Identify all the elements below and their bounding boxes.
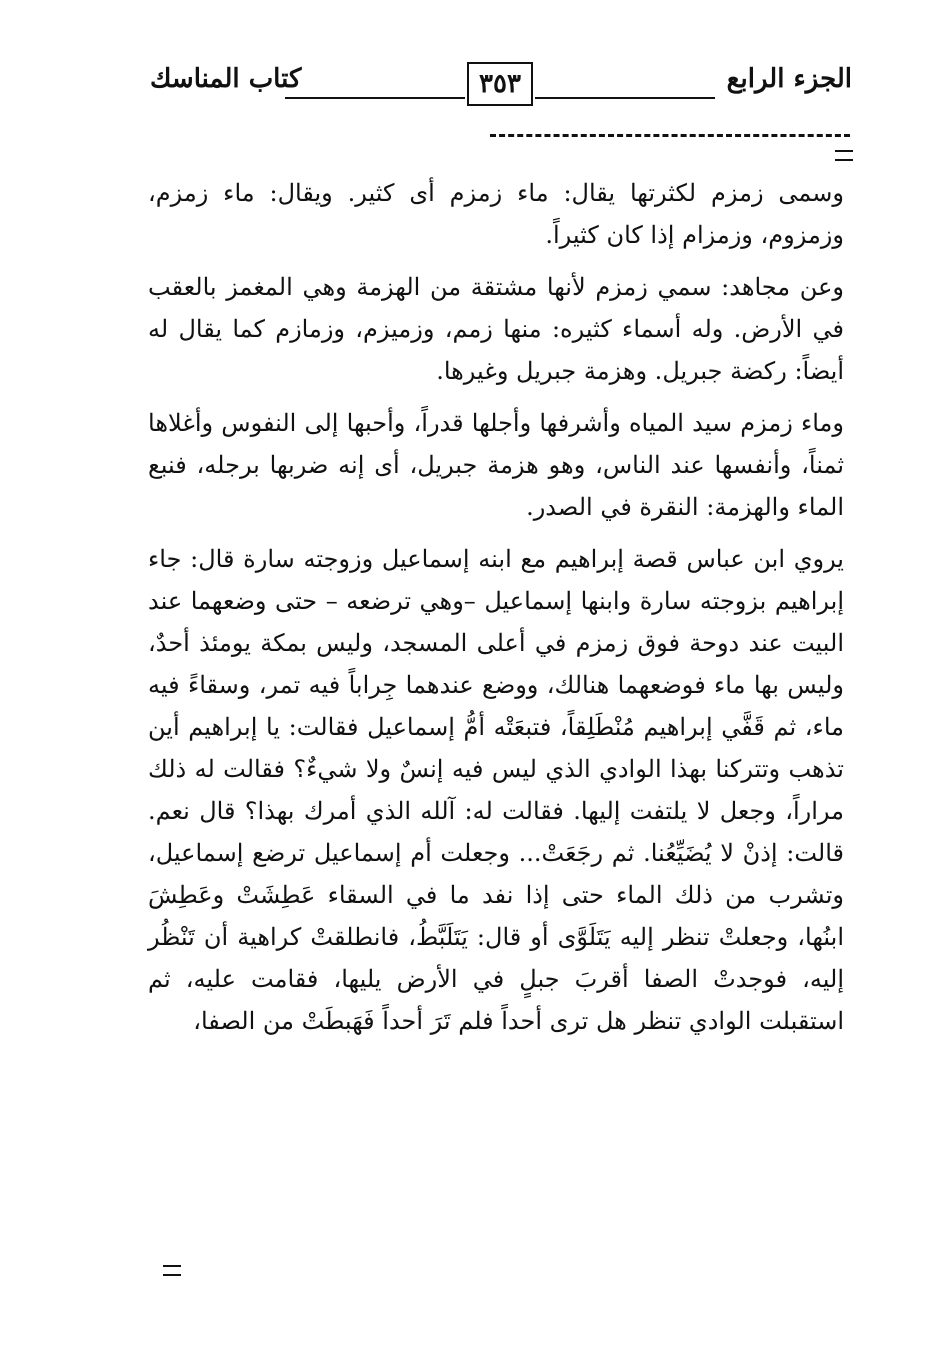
continuation-mark-top <box>835 150 853 161</box>
paragraph: وسمى زمزم لكثرتها يقال: ماء زمزم أى كثير. ويقال: ماء زمزم، وزمزوم، وزمزام إذا كان كثيراً. <box>148 179 844 249</box>
continuation-mark-bottom <box>163 1265 181 1276</box>
header-dashed-rule <box>490 134 850 137</box>
page-number: ٣٥٣ <box>467 62 533 106</box>
header-part: الجزء الرابع <box>726 64 852 94</box>
body-text <box>148 172 844 1052</box>
paragraph: وماء زمزم سيد المياه وأشرفها وأجلها قدراً، وأحبها إلى النفوس وأغلاها ثمناً، وأنفسها عند الناس، وهو هزمة جبريل، أى إنه ضربها برجله، فنبع الماء والهزمة: النقرة في الصدر. <box>148 409 844 521</box>
header-rule-left <box>285 97 465 99</box>
paragraph: وعن مجاهد: سمي زمزم لأنها مشتقة من الهزمة وهي المغمز بالعقب في الأرض. وله أسماء كثيره: منها زمم، وزميزم، وزمازم كما يقال له أيضاً: ركضة جبريل. وهزمة جبريل وغيرها. <box>148 273 844 385</box>
header-book-title: كتاب المناسك <box>150 64 302 94</box>
header-rule-right <box>535 97 715 99</box>
paragraph: يروي ابن عباس قصة إبراهيم مع ابنه إسماعيل وزوجته سارة قال: جاء إبراهيم بزوجته سارة وابنها إسماعيل –وهي ترضعه – حتى وضعهما عند البيت عند دوحة فوق زمزم في أعلى المسجد، وليس بمكة يومئذ أحدٌ، وليس بها ماء فوضعهما هنالك، ووضع عندهما جِراباً فيه تمر، وسقاءً فيه ماء، ثم قَفَّي إبراهيم مُنْطَلِقاً، فتبعَتْه أمُّ إسماعيل فقالت: يا إبراهيم أين تذهب وتتركنا بهذا الوادي الذي ليس فيه إنسٌ ولا شيءٌ؟ فقالت له ذلك مراراً، وجعل لا يلتفت إليها. فقالت له: آلله الذي أمرك بهذا؟ قال نعم. قالت: إذنْ لا يُضَيِّعُنا. ثم رجَعَتْ... وجعلت أم إسماعيل ترضع إسماعيل، وتشرب من ذلك الماء حتى إذا نفد ما في السقاء عَطِشَتْ وعَطِشَ ابنُها، وجعلتْ تنظر إليه يَتَلَوَّى أو قال: يَتَلَبَّطُ، فانطلقتْ كراهية أن تَنْظُر إليه، فوجدتْ الصفا أقربَ جبلٍ في الأرض يليها، فقامت عليه، ثم استقبلت الوادي تنظر هل ترى أحداً فلم تَرَ أحداً فَهَبطَتْ من الصفا، <box>148 545 844 1035</box>
